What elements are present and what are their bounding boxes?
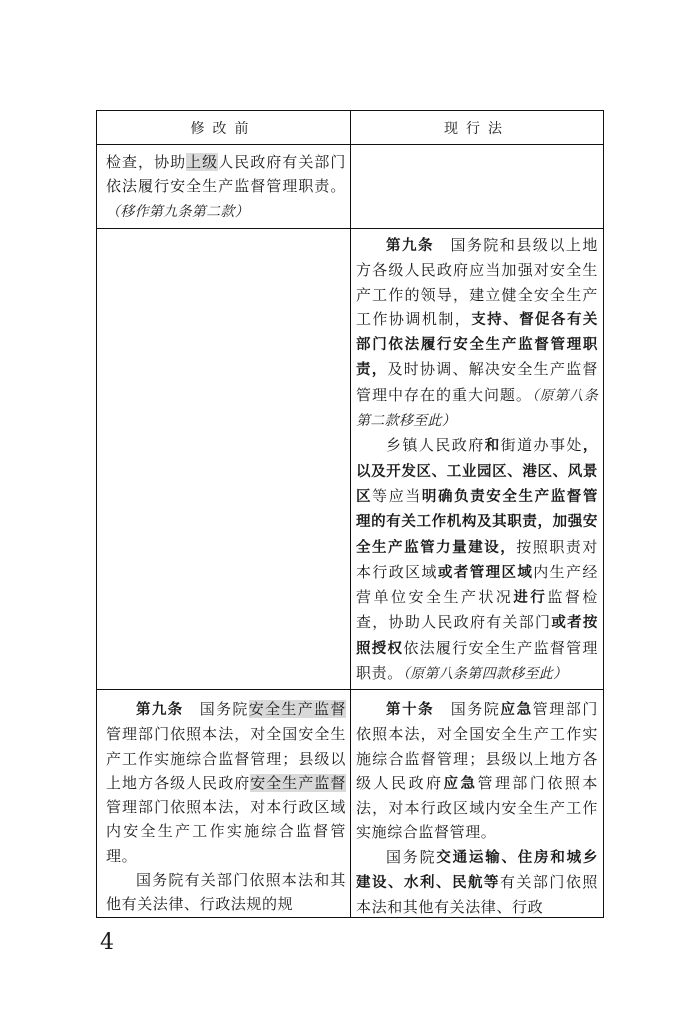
highlighted-text: 上级 — [186, 153, 219, 171]
text-segment: 等应当 — [372, 486, 422, 505]
comparison-table — [96, 110, 604, 918]
relocation-note: （原第八条第二款移至此） — [356, 387, 598, 430]
text-segment: 及时协调、解决安全生产监督管理中存在的重大问题。 — [356, 360, 598, 404]
text-segment: 检查，协助 — [106, 153, 187, 171]
text-segment: 乡镇人民政府 — [386, 436, 485, 455]
text-segment: 国务院有关部门依照本法和其他有关法律、行政法规的规 — [106, 871, 346, 914]
relocation-note: （移作第九条第二款） — [106, 203, 249, 220]
header-divider — [97, 144, 603, 145]
highlighted-text: 安全生产监督 — [248, 700, 346, 718]
bold-text: 明确负责安全生产监督管理的有关工作机构及其职责，加强安全生产监管力量建设， — [356, 488, 598, 556]
bold-text: 应急 — [443, 775, 478, 792]
text-segment: 管理部门依照本法，对全国安全生产工作实施综合监督管理；县级以上地方各级人民政府 — [106, 725, 346, 792]
highlighted-text: 安全生产监督 — [250, 773, 346, 792]
text-segment: 内生产经营单位安全生产状况 — [356, 562, 598, 607]
text-segment: 管理部门依照本法，对本行政区域内安全生产工作实施综合监督管理。 — [106, 798, 346, 865]
old-article-9-para-2 — [106, 868, 346, 917]
bold-text: 或者按照授权 — [356, 615, 598, 657]
text-segment: 管理部门依照本法，对全国安全生产工作实施综合监督管理；县级以上地方各级人民政府 — [356, 700, 598, 792]
bold-text: 支持、督促各有关部门依法履行安全生产监督管理职责， — [356, 311, 598, 379]
text-segment: 按照职责对本行政区域 — [356, 537, 598, 581]
header-current: 现行法 — [444, 120, 510, 137]
bold-text: 和 — [484, 438, 501, 455]
bold-text: 第九条 — [136, 702, 184, 718]
bold-text: 第九条 — [386, 238, 434, 254]
row3-left-cell — [106, 697, 346, 917]
text-segment: 国务院 — [386, 847, 437, 866]
row2-right-cell — [356, 233, 598, 686]
bold-text: 交通运输、住房和城乡建设、水利、民航等 — [356, 849, 598, 892]
column-divider — [350, 111, 351, 917]
old-article-9-para-1 — [106, 697, 346, 868]
relocation-note: （原第八条第四款移至此） — [402, 666, 568, 683]
text-segment: 国务院和县级以上地方各级人民政府应当加强对安全生产工作的领导，建立健全安全生产工作协调机制， — [356, 236, 598, 328]
bold-text: 或者管理区域 — [437, 564, 534, 581]
text-segment: 人民政府有关部门依法履行安全生产监督管理职责。 — [106, 153, 346, 196]
text-segment: 依法履行安全生产监督管理职责。 — [356, 638, 598, 683]
bold-text: 进行 — [513, 590, 548, 607]
bold-text: 第十条 — [386, 702, 435, 718]
bold-text: 应急 — [500, 702, 533, 718]
text-segment: 管理部门依照本法，对本行政区域内安全生产工作实施综合监督管理。 — [356, 773, 598, 842]
article-10-para-2 — [356, 845, 598, 920]
row1-left-text — [106, 150, 346, 224]
row-divider-2 — [97, 689, 603, 690]
row3-right-cell — [356, 697, 598, 920]
bold-text: ，以及开发区、工业园区、港区、风景区 — [356, 438, 598, 505]
article-9-para-2 — [356, 433, 598, 686]
text-segment: 街道办事处 — [500, 436, 583, 455]
page-number: 4 — [100, 930, 114, 955]
header-before: 修改前 — [190, 120, 257, 137]
row-divider-1 — [97, 228, 603, 229]
article-9-para-1 — [356, 233, 598, 433]
article-10-para-1 — [356, 697, 598, 845]
text-segment: 国务院 — [183, 700, 249, 718]
text-segment: 国务院 — [434, 700, 501, 718]
text-segment: 有关部门依照本法和其他有关法律、行政 — [356, 873, 598, 917]
row1-left-cell — [106, 150, 346, 224]
text-segment: 监督检查，协助人民政府有关部门 — [356, 588, 598, 632]
